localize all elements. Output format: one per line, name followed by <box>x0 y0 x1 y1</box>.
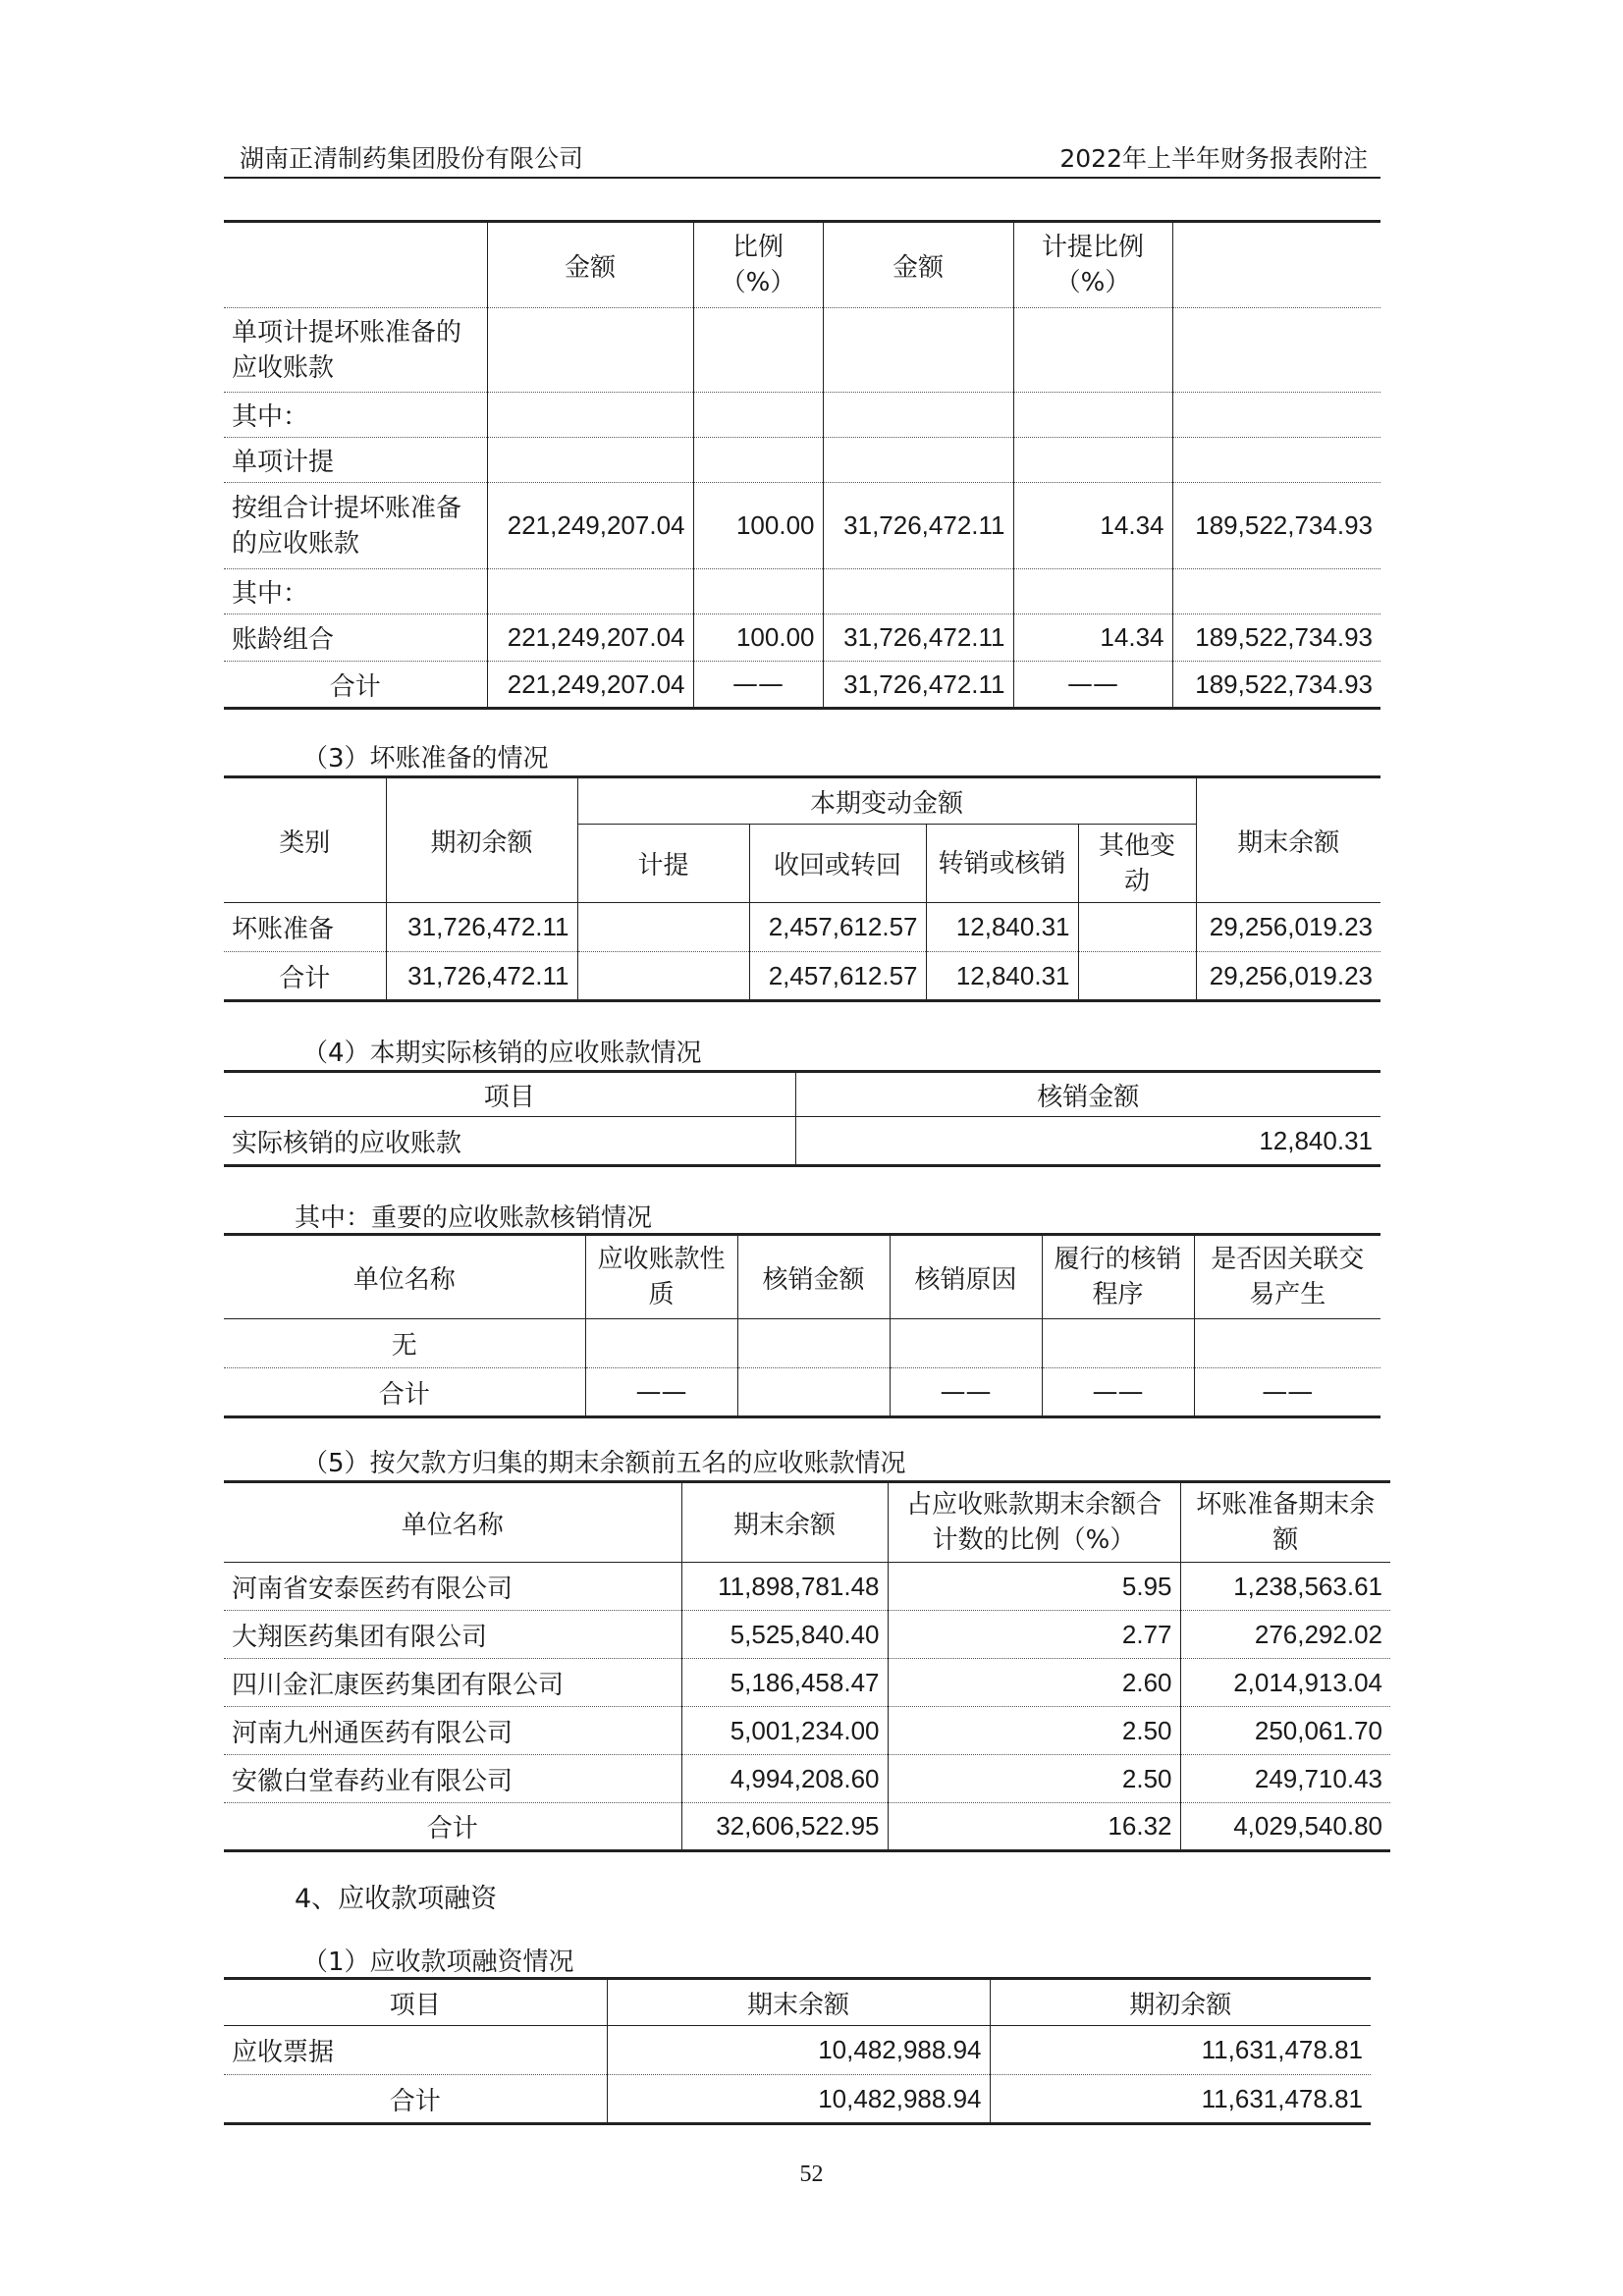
top-five-debtors-table <box>224 1480 1390 1852</box>
cell <box>577 903 749 952</box>
cell: 221,249,207.04 <box>487 662 693 709</box>
table-row <box>224 2026 1371 2075</box>
bad-debt-change-table <box>224 775 1380 1002</box>
header-cell <box>693 222 823 308</box>
debtor-name: 河南九州通医药有限公司 <box>224 1707 681 1755</box>
cell: —— <box>1042 1368 1194 1417</box>
cell <box>487 569 693 614</box>
cell: 100.00 <box>693 483 823 569</box>
cell: 2,457,612.57 <box>749 903 926 952</box>
cell <box>1194 1319 1380 1368</box>
table-header-row <box>224 1235 1380 1319</box>
cell: 189,522,734.93 <box>1172 614 1380 662</box>
cell <box>577 952 749 1001</box>
header-cell: 核销原因 <box>890 1235 1042 1319</box>
cell: 100.00 <box>693 614 823 662</box>
cell: 12,840.31 <box>926 903 1078 952</box>
row-label: 无 <box>224 1319 585 1368</box>
table-row <box>224 569 1380 614</box>
cell: —— <box>693 662 823 709</box>
cell: 249,710.43 <box>1180 1755 1390 1803</box>
company-name: 湖南正清制药集团股份有限公司 <box>240 144 584 173</box>
table-row <box>224 308 1380 393</box>
cell <box>693 308 823 393</box>
cell: 29,256,019.23 <box>1196 952 1380 1001</box>
table-header-row <box>224 777 1380 825</box>
cell: 221,249,207.04 <box>487 483 693 569</box>
debtor-name: 安徽白堂春药业有限公司 <box>224 1755 681 1803</box>
cell: 11,631,478.81 <box>990 2026 1371 2075</box>
header-cell: 履行的核销程序 <box>1042 1235 1194 1319</box>
receivable-financing-table <box>224 1977 1371 2125</box>
cell <box>1172 308 1380 393</box>
cell: 31,726,472.11 <box>823 483 1013 569</box>
cell <box>487 308 693 393</box>
table-row <box>224 1563 1390 1611</box>
debtor-name: 河南省安泰医药有限公司 <box>224 1563 681 1611</box>
table-total-row <box>224 662 1380 709</box>
row-label: 坏账准备 <box>224 903 386 952</box>
cell <box>585 1319 737 1368</box>
cell <box>487 393 693 438</box>
cell: 5,001,234.00 <box>681 1707 888 1755</box>
report-title: 2022年上半年财务报表附注 <box>1059 144 1368 173</box>
cell <box>487 438 693 483</box>
cell <box>1078 903 1196 952</box>
cell <box>823 569 1013 614</box>
header-cell: 本期变动金额 <box>577 777 1196 825</box>
table-row <box>224 1117 1380 1166</box>
cell: 189,522,734.93 <box>1172 483 1380 569</box>
cell: 2.77 <box>888 1611 1180 1659</box>
cell: 2,014,913.04 <box>1180 1659 1390 1707</box>
row-label: 按组合计提坏账准备的应收账款 <box>224 483 487 569</box>
row-label: 其中： <box>224 569 487 614</box>
table-header-row <box>224 1482 1390 1563</box>
header-cell: 转销或核销 <box>926 825 1078 903</box>
table-header-row <box>224 222 1380 308</box>
table-row <box>224 1611 1390 1659</box>
cell <box>1172 393 1380 438</box>
cell: —— <box>1194 1368 1380 1417</box>
cell: 31,726,472.11 <box>386 903 577 952</box>
section-title: （1）应收款项融资情况 <box>302 1948 574 1977</box>
cell <box>693 393 823 438</box>
cell: 29,256,019.23 <box>1196 903 1380 952</box>
cell: —— <box>890 1368 1042 1417</box>
table-header-row <box>224 1072 1380 1117</box>
header-cell: 是否因关联交易产生 <box>1194 1235 1380 1319</box>
cell: 31,726,472.11 <box>823 614 1013 662</box>
table-row <box>224 1659 1390 1707</box>
cell <box>1042 1319 1194 1368</box>
cell: 14.34 <box>1013 614 1172 662</box>
cell: 2.50 <box>888 1755 1180 1803</box>
cell: 5,186,458.47 <box>681 1659 888 1707</box>
header-cell: 其他变动 <box>1078 825 1196 903</box>
row-label: 应收票据 <box>224 2026 607 2075</box>
cell: 32,606,522.95 <box>681 1803 888 1851</box>
cell: 10,482,988.94 <box>607 2075 990 2124</box>
section-title: （4）本期实际核销的应收账款情况 <box>302 1039 702 1068</box>
cell <box>693 438 823 483</box>
cell: 12,840.31 <box>795 1117 1380 1166</box>
cell: 221,249,207.04 <box>487 614 693 662</box>
row-label: 合计 <box>224 1803 681 1851</box>
header-cell: 占应收账款期末余额合计数的比例（%） <box>888 1482 1180 1563</box>
row-label: 合计 <box>224 2075 607 2124</box>
cell <box>1078 952 1196 1001</box>
cell: 1,238,563.61 <box>1180 1563 1390 1611</box>
header-rule <box>224 177 1380 179</box>
header-cell: 坏账准备期末余额 <box>1180 1482 1390 1563</box>
cell <box>823 308 1013 393</box>
header-cell: 类别 <box>224 777 386 903</box>
row-label: 其中： <box>224 393 487 438</box>
table-row <box>224 1707 1390 1755</box>
table-row <box>224 903 1380 952</box>
cell <box>737 1368 890 1417</box>
row-label: 合计 <box>224 1368 585 1417</box>
cell <box>1013 569 1172 614</box>
header-cell: 期初余额 <box>990 1979 1371 2026</box>
header-cell: 核销金额 <box>737 1235 890 1319</box>
cell <box>1172 569 1380 614</box>
header-cell: 计提 <box>577 825 749 903</box>
header-cell: 核销金额 <box>795 1072 1380 1117</box>
write-off-table <box>224 1070 1380 1167</box>
cell: 2,457,612.57 <box>749 952 926 1001</box>
cell: —— <box>1013 662 1172 709</box>
table-total-row <box>224 2075 1371 2124</box>
cell: 11,898,781.48 <box>681 1563 888 1611</box>
cell: —— <box>585 1368 737 1417</box>
table-row <box>224 438 1380 483</box>
cell <box>823 438 1013 483</box>
cell: 250,061.70 <box>1180 1707 1390 1755</box>
table-total-row <box>224 1803 1390 1851</box>
cell: 31,726,472.11 <box>823 662 1013 709</box>
header-cell-text: 计提比例 （%） <box>1041 233 1144 297</box>
debtor-name: 四川金汇康医药集团有限公司 <box>224 1659 681 1707</box>
cell <box>1013 393 1172 438</box>
cell: 189,522,734.93 <box>1172 662 1380 709</box>
table-row <box>224 393 1380 438</box>
cell: 10,482,988.94 <box>607 2026 990 2075</box>
row-label: 合计 <box>224 952 386 1001</box>
cell <box>737 1319 890 1368</box>
cell <box>890 1319 1042 1368</box>
cell: 4,029,540.80 <box>1180 1803 1390 1851</box>
header-cell: 收回或转回 <box>749 825 926 903</box>
row-label: 单项计提 <box>224 438 487 483</box>
section-heading: 4、应收款项融资 <box>295 1884 498 1914</box>
cell <box>823 393 1013 438</box>
row-label: 实际核销的应收账款 <box>224 1117 795 1166</box>
cell: 5.95 <box>888 1563 1180 1611</box>
header-cell-text: 比例 （%） <box>720 233 796 297</box>
header-cell: 期末余额 <box>681 1482 888 1563</box>
debtor-name: 大翔医药集团有限公司 <box>224 1611 681 1659</box>
header-cell: 金额 <box>823 222 1013 308</box>
cell: 14.34 <box>1013 483 1172 569</box>
cell: 16.32 <box>888 1803 1180 1851</box>
cell: 12,840.31 <box>926 952 1078 1001</box>
cell <box>1172 438 1380 483</box>
header-cell: 单位名称 <box>224 1482 681 1563</box>
table-row <box>224 614 1380 662</box>
header-cell: 金额 <box>487 222 693 308</box>
header-cell <box>1172 222 1380 308</box>
table-row <box>224 483 1380 569</box>
header-cell: 应收账款性质 <box>585 1235 737 1319</box>
header-cell: 期初余额 <box>386 777 577 903</box>
header-cell: 单位名称 <box>224 1235 585 1319</box>
cell: 5,525,840.40 <box>681 1611 888 1659</box>
subsection-title: 其中：重要的应收账款核销情况 <box>295 1203 653 1233</box>
header-cell: 项目 <box>224 1979 607 2026</box>
section-title: （3）坏账准备的情况 <box>302 744 549 774</box>
row-label: 账龄组合 <box>224 614 487 662</box>
cell <box>1013 308 1172 393</box>
page-number: 52 <box>799 2162 824 2187</box>
cell <box>693 569 823 614</box>
cell: 2.60 <box>888 1659 1180 1707</box>
table-row <box>224 1755 1390 1803</box>
table-header-row <box>224 1979 1371 2026</box>
header-cell: 项目 <box>224 1072 795 1117</box>
header-cell: 期末余额 <box>607 1979 990 2026</box>
row-label: 合计 <box>224 662 487 709</box>
cell: 2.50 <box>888 1707 1180 1755</box>
table-total-row <box>224 1368 1380 1417</box>
cell: 276,292.02 <box>1180 1611 1390 1659</box>
cell: 31,726,472.11 <box>386 952 577 1001</box>
section-title: （5）按欠款方归集的期末余额前五名的应收账款情况 <box>302 1449 906 1478</box>
cell: 11,631,478.81 <box>990 2075 1371 2124</box>
header-cell: 期末余额 <box>1196 777 1380 903</box>
header-cell <box>1013 222 1172 308</box>
cell <box>1013 438 1172 483</box>
header-cell <box>224 222 487 308</box>
table-total-row <box>224 952 1380 1001</box>
bad-debt-category-table <box>224 220 1380 710</box>
table-row <box>224 1319 1380 1368</box>
row-label: 单项计提坏账准备的应收账款 <box>224 308 487 393</box>
cell: 4,994,208.60 <box>681 1755 888 1803</box>
important-write-off-table <box>224 1233 1380 1418</box>
